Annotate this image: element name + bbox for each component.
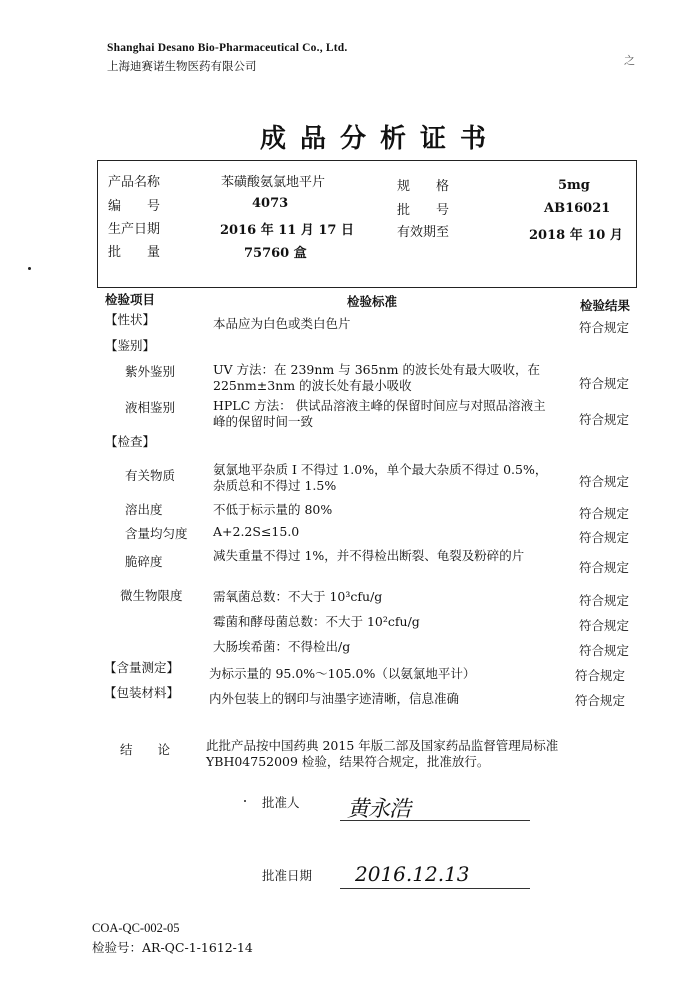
- conclusion-text: 此批产品按中国药典 2015 年版二部及国家药品监督管理局标准 YBH04752009 检验，结果符合规定，批准放行。: [206, 738, 559, 769]
- page-title: 成品分析证书: [259, 124, 500, 154]
- row-result: 符合规定: [579, 560, 630, 575]
- batch-value: AB16021: [544, 201, 611, 216]
- approver-signature: 黄永浩: [347, 797, 411, 822]
- mfg-date-value: 2016 年 11 月 17 日: [220, 223, 354, 238]
- row-result: 符合规定: [579, 506, 630, 521]
- row-item: 脆碎度: [125, 554, 163, 569]
- row-result: 符合规定: [579, 320, 630, 335]
- row-item: 【鉴别】: [105, 338, 156, 353]
- row-item: 【性状】: [105, 312, 156, 327]
- spec-value: 5mg: [558, 178, 590, 193]
- row-result: 符合规定: [579, 412, 630, 427]
- spec-label: 规 格: [397, 179, 450, 194]
- row-standard: 不低于标示量的 80%: [213, 502, 333, 517]
- row-result: 符合规定: [575, 668, 626, 683]
- conclusion-label: 结 论: [120, 742, 171, 757]
- expiry-value: 2018 年 10 月: [529, 228, 623, 243]
- code-label: 编 号: [108, 199, 161, 214]
- row-item: 液相鉴别: [125, 400, 176, 415]
- mfg-date-label: 生产日期: [108, 222, 161, 237]
- row-result: 符合规定: [579, 376, 630, 391]
- column-result: 检验结果: [580, 298, 631, 313]
- form-code: COA-QC-002-05: [92, 921, 180, 935]
- row-standard: 内外包装上的钢印与油墨字迹清晰，信息准确: [209, 691, 460, 706]
- product-name-value: 苯磺酸氨氯地平片: [221, 175, 326, 190]
- row-standard: UV 方法：在 239nm 与 365nm 的波长处有最大吸收，在 225nm±3nm 的波长处有最小吸收: [213, 362, 540, 393]
- row-standard: 为标示量的 95.0%～105.0%（以氨氯地平计）: [209, 666, 476, 681]
- product-name-label: 产品名称: [108, 175, 161, 190]
- row-item: 溶出度: [125, 502, 163, 517]
- row-item: 有关物质: [125, 468, 176, 483]
- code-value: 4073: [252, 196, 289, 211]
- approver-label: 批准人: [262, 795, 300, 810]
- expiry-label: 有效期至: [397, 225, 450, 240]
- row-item: 【包装材料】: [104, 685, 180, 700]
- signature-line: [340, 820, 530, 821]
- company-name-cn: 上海迪赛诺生物医药有限公司: [107, 59, 257, 73]
- row-result: 符合规定: [575, 693, 626, 708]
- row-item: 【含量测定】: [104, 660, 180, 675]
- row-standard: HPLC 方法： 供试品溶液主峰的保留时间应与对照品溶液主峰的保留时间一致: [213, 398, 546, 429]
- company-name-en: Shanghai Desano Bio-Pharmaceutical Co., Ltd.: [107, 42, 348, 54]
- scan-speck: [244, 800, 246, 802]
- row-standard: 霉菌和酵母菌总数：不大于 10²cfu/g: [213, 614, 420, 629]
- quantity-value: 75760 盒: [244, 246, 307, 261]
- row-standard: 大肠埃希菌：不得检出/g: [213, 639, 351, 654]
- row-result: 符合规定: [579, 474, 630, 489]
- row-result: 符合规定: [579, 643, 630, 658]
- row-standard: A+2.2S≤15.0: [213, 524, 300, 539]
- section-divider: [97, 287, 637, 288]
- batch-label: 批 号: [397, 203, 450, 218]
- test-number: 检验号：AR-QC-1-1612-14: [92, 940, 253, 955]
- row-standard: 本品应为白色或类白色片: [213, 316, 351, 331]
- row-item: 【检查】: [105, 434, 156, 449]
- approval-date: 2016.12.13: [355, 862, 470, 886]
- column-item: 检验项目: [105, 292, 156, 307]
- scan-speck: [28, 267, 31, 270]
- corner-mark: 之: [624, 54, 635, 67]
- row-item: 微生物限度: [120, 588, 183, 603]
- approval-date-label: 批准日期: [262, 868, 313, 883]
- row-standard: 减失重量不得过 1%，并不得检出断裂、龟裂及粉碎的片: [213, 548, 525, 563]
- column-standard: 检验标准: [347, 294, 398, 309]
- quantity-label: 批 量: [108, 245, 161, 260]
- row-standard: 需氧菌总数：不大于 10³cfu/g: [213, 589, 383, 604]
- row-standard: 氨氯地平杂质 I 不得过 1.0%，单个最大杂质不得过 0.5%，杂质总和不得过 1.5%: [213, 462, 548, 493]
- row-item: 含量均匀度: [125, 526, 188, 541]
- row-result: 符合规定: [579, 593, 630, 608]
- row-item: 紫外鉴别: [125, 364, 176, 379]
- row-result: 符合规定: [579, 618, 630, 633]
- row-result: 符合规定: [579, 530, 630, 545]
- date-line: [340, 888, 530, 889]
